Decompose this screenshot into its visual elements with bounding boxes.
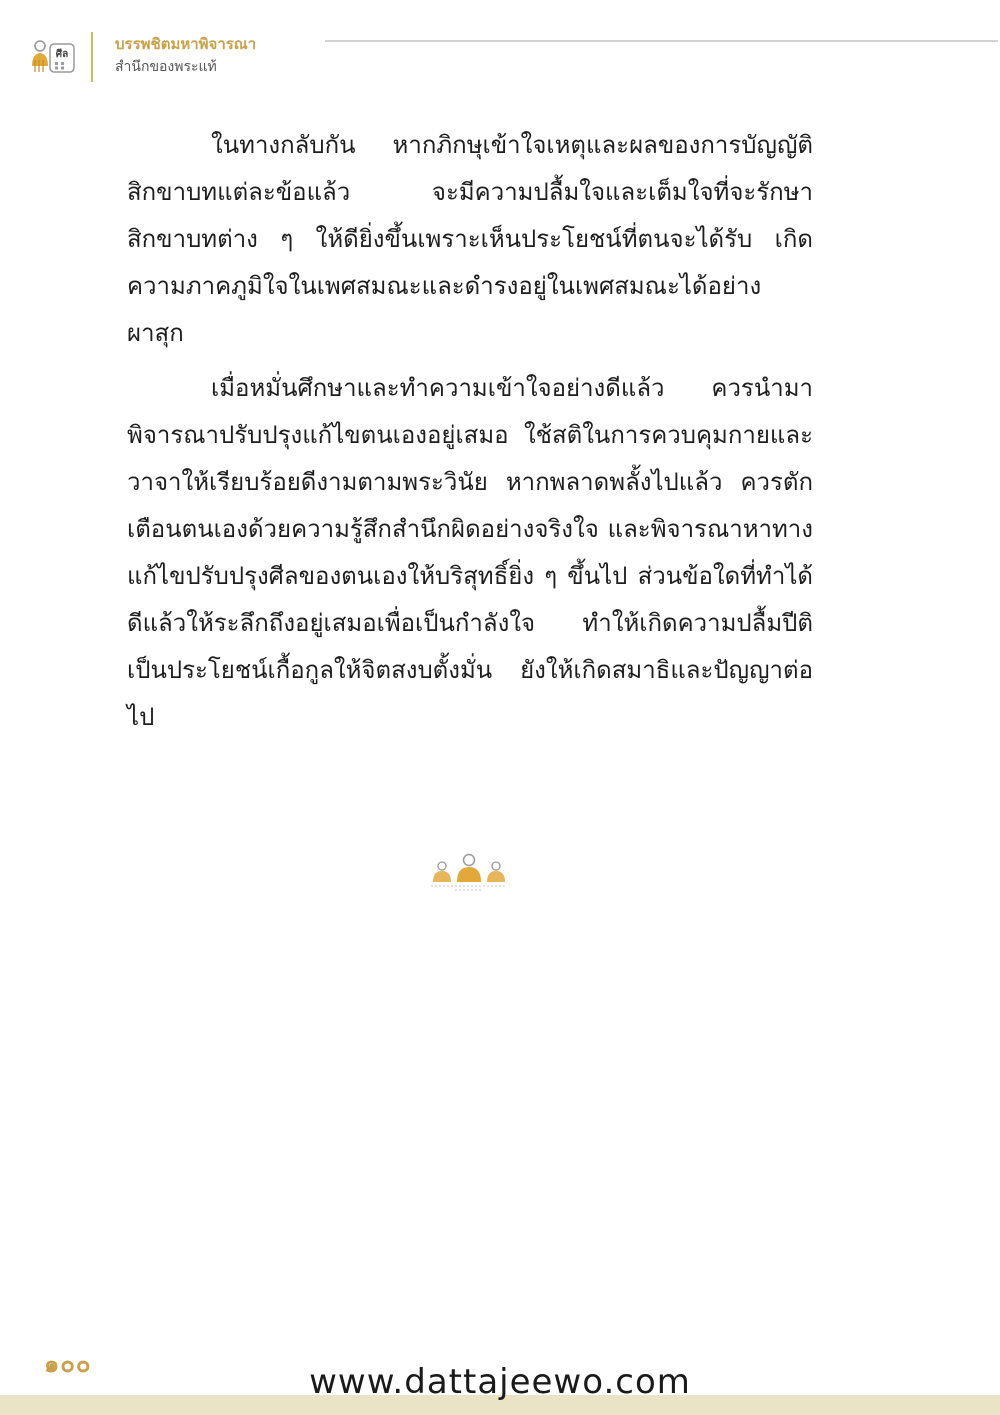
- page-number: ๑๐๐: [44, 1350, 92, 1378]
- body-text: [127, 122, 813, 749]
- page-header: [0, 0, 1000, 90]
- book-subtitle: สำนึกของพระแท้: [115, 59, 217, 75]
- paragraph: เมื่อหมั่นศึกษาและทำความเข้าใจอย่างดีแล้ว ควรนำมาพิจารณาปรับปรุงแก้ไขตนเองอยู่เสมอ ใช้สติในการควบคุมกายและวาจาให้เรียบร้อยดีงามตามพระวินัย หากพลาดพลั้งไปแล้ว ควรตักเตือนตนเองด้วยความรู้สึกสำนึกผิดอย่างจริงใจ และพิจารณาหาทางแก้ไขปรับปรุงศีลของตนเองให้บริสุทธิ์ยิ่ง ๆ ขึ้นไป ส่วนข้อใดที่ทำได้ดีแล้วให้ระลึกถึงอยู่เสมอเพื่อเป็นกำลังใจ ทำให้เกิดความปลื้มปีติ เป็นประโยชน์เกื้อกูลให้จิตสงบตั้งมั่น ยังให้เกิดสมาธิและปัญญาต่อไป: [127, 374, 813, 731]
- website-url[interactable]: www.dattajeewo.com: [309, 1362, 691, 1402]
- logo-text: ศีล: [55, 49, 69, 60]
- header-rule: [325, 40, 998, 42]
- header-divider: [91, 32, 93, 82]
- book-title: บรรพชิตมหาพิจารณา: [115, 35, 257, 53]
- paragraph: ในทางกลับกัน หากภิกษุเข้าใจเหตุและผลของการบัญญัติสิกขาบทแต่ละข้อแล้ว จะมีความปลื้มใจและเต็มใจที่จะรักษาสิกขาบทต่าง ๆ ให้ดียิ่งขึ้นเพราะเห็นประโยชน์ที่ตนจะได้รับ เกิดความภาคภูมิใจในเพศสมณะและดำรงอยู่ในเพศสมณะได้อย่างผาสุก: [127, 131, 813, 347]
- monk-precepts-logo-icon: [30, 38, 78, 78]
- three-monks-ornament-icon: [428, 852, 510, 896]
